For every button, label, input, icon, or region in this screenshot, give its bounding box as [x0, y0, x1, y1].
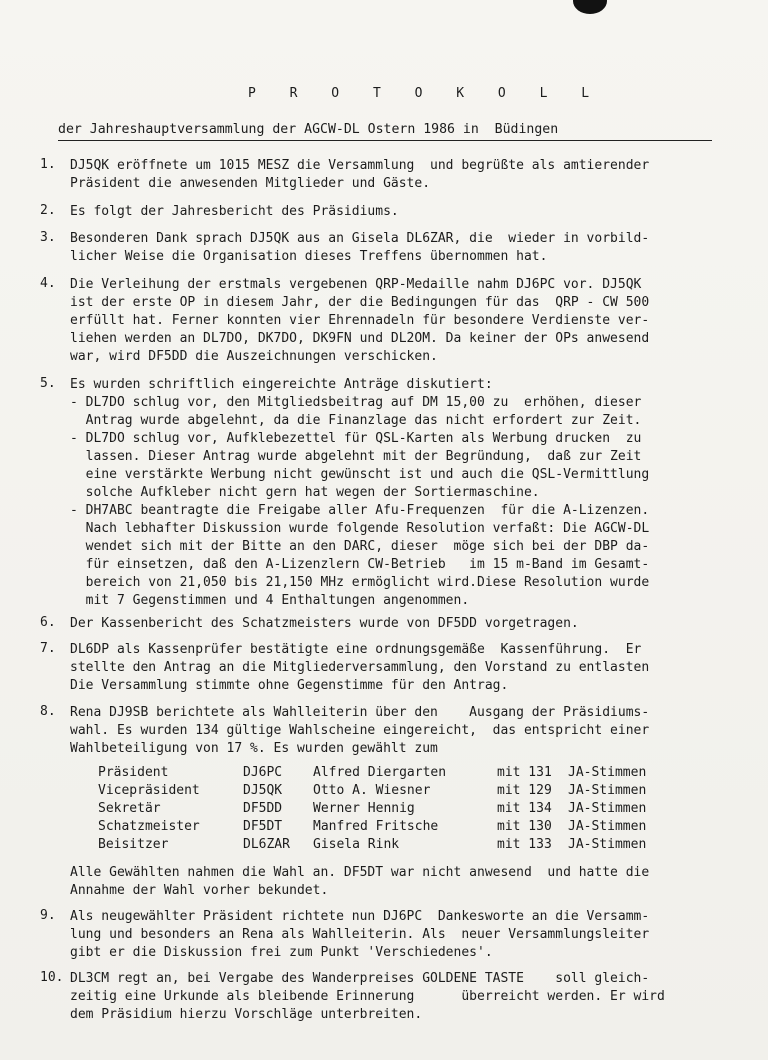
office-cell: Präsident: [98, 765, 169, 780]
table-row: [98, 801, 647, 819]
agenda-item-5: [40, 376, 740, 610]
name-cell: Werner Hennig: [313, 801, 415, 816]
item-line: Annahme der Wahl vorher bekundet.: [70, 883, 329, 898]
item-line: Es folgt der Jahresbericht des Präsidiums.: [70, 204, 399, 219]
callsign-cell: DJ5QK: [243, 783, 283, 798]
item-line: Die Verleihung der erstmals vergebenen QRP-Medaille nahm DJ6PC vor. DJ5QK: [70, 277, 642, 292]
item-line: liehen werden an DL7DO, DK7DO, DK9FN und DL2OM. Da keiner der OPs anwesend: [70, 331, 650, 346]
punch-hole: [573, 0, 607, 14]
item-line: gibt er die Diskussion frei zum Punkt 'Verschiedenes'.: [70, 945, 493, 960]
item-line: DL3CM regt an, bei Vergabe des Wanderpreises GOLDENE TASTE soll gleich-: [70, 971, 650, 986]
vote-type-cell: JA-Stimmen: [568, 765, 647, 780]
item-line: Wahlbeteiligung von 17 %. Es wurden gewählt zum: [70, 741, 438, 756]
callsign-cell: DF5DD: [243, 801, 283, 816]
item-line: - DH7ABC beantragte die Freigabe aller Afu-Frequenzen für die A-Lizenzen.: [70, 503, 650, 518]
item-line: Rena DJ9SB berichtete als Wahlleiterin über den Ausgang der Präsidiums-: [70, 705, 650, 720]
item-line: licher Weise die Organisation dieses Treffens übernommen hat.: [70, 249, 548, 264]
item-number: 9.: [40, 908, 56, 923]
item-line: wahl. Es wurden 134 gültige Wahlscheine eingereicht, das entspricht einer: [70, 723, 650, 738]
table-row: [98, 765, 647, 783]
table-row: [98, 819, 647, 837]
item-line: - DL7DO schlug vor, den Mitgliedsbeitrag auf DM 15,00 zu erhöhen, dieser: [70, 395, 642, 410]
office-cell: Beisitzer: [98, 837, 169, 852]
office-cell: Schatzmeister: [98, 819, 200, 834]
vote-type-cell: JA-Stimmen: [568, 801, 647, 816]
votes-cell: mit 134: [497, 801, 552, 816]
name-cell: Alfred Diergarten: [313, 765, 447, 780]
item-line: bereich von 21,050 bis 21,150 MHz ermöglicht wird.Diese Resolution wurde: [70, 575, 650, 590]
agenda-item-4: [40, 276, 740, 366]
item-line: Es wurden schriftlich eingereichte Anträge diskutiert:: [70, 377, 493, 392]
item-line: DJ5QK eröffnete um 1015 MESZ die Versammlung und begrüßte als amtierender: [70, 158, 650, 173]
item-line: stellte den Antrag an die Mitgliederversammlung, den Vorstand zu entlasten: [70, 660, 650, 675]
item-line: erfüllt hat. Ferner konnten vier Ehrennadeln für besondere Verdienste ver-: [70, 313, 650, 328]
item-line: war, wird DF5DD die Auszeichnungen verschicken.: [70, 349, 438, 364]
item-number: 10.: [40, 970, 64, 985]
votes-cell: mit 130: [497, 819, 552, 834]
vote-type-cell: JA-Stimmen: [568, 819, 647, 834]
item-number: 4.: [40, 276, 56, 291]
agenda-item-6: [40, 615, 740, 633]
item-line: Präsident die anwesenden Mitglieder und Gäste.: [70, 176, 431, 191]
table-row: [98, 837, 647, 855]
agenda-item-3: [40, 230, 740, 266]
callsign-cell: DF5DT: [243, 819, 283, 834]
item-number: 8.: [40, 704, 56, 719]
item-line: Antrag wurde abgelehnt, da die Finanzlage das nicht erfordert zur Zeit.: [70, 413, 642, 428]
agenda-item-7: [40, 641, 740, 695]
item-number: 7.: [40, 641, 56, 656]
votes-cell: mit 131: [497, 765, 552, 780]
item-line: - DL7DO schlug vor, Aufklebezettel für QSL-Karten als Werbung drucken zu: [70, 431, 642, 446]
name-cell: Gisela Rink: [313, 837, 400, 852]
subtitle-underline: [58, 140, 712, 141]
election-results-table: [98, 765, 647, 855]
table-row: [98, 783, 647, 801]
document-title: P R O T O K O L L: [248, 86, 603, 101]
item-line: wendet sich mit der Bitte an den DARC, dieser möge sich bei der DBP da-: [70, 539, 650, 554]
item-line: für einsetzen, daß den A-Lizenzlern CW-Betrieb im 15 m-Band im Gesamt-: [70, 557, 650, 572]
item-number: 1.: [40, 157, 56, 172]
item-line: lung und besonders an Rena als Wahlleiterin. Als neuer Versammlungsleiter: [70, 927, 650, 942]
agenda-item-1: [40, 157, 740, 193]
item-line: solche Aufkleber nicht gern hat wegen der Sortiermaschine.: [70, 485, 540, 500]
item-line: Die Versammlung stimmte ohne Gegenstimme für den Antrag.: [70, 678, 509, 693]
item-line: ist der erste OP in diesem Jahr, der die Bedingungen für das QRP - CW 500: [70, 295, 650, 310]
item-line: mit 7 Gegenstimmen und 4 Enthaltungen angenommen.: [70, 593, 470, 608]
votes-cell: mit 133: [497, 837, 552, 852]
item-number: 5.: [40, 376, 56, 391]
callsign-cell: DL6ZAR: [243, 837, 290, 852]
name-cell: Otto A. Wiesner: [313, 783, 431, 798]
document-subtitle: der Jahreshauptversammlung der AGCW-DL Ostern 1986 in Büdingen: [58, 122, 559, 137]
item-line: Als neugewählter Präsident richtete nun DJ6PC Dankesworte an die Versamm-: [70, 909, 650, 924]
item-line: lassen. Dieser Antrag wurde abgelehnt mit der Begründung, daß zur Zeit: [70, 449, 642, 464]
item-line: dem Präsidium hierzu Vorschläge unterbreiten.: [70, 1007, 423, 1022]
agenda-item-10: [40, 970, 740, 1024]
item-line: Der Kassenbericht des Schatzmeisters wurde von DF5DD vorgetragen.: [70, 616, 579, 631]
item-line: zeitig eine Urkunde als bleibende Erinnerung überreicht werden. Er wird: [70, 989, 665, 1004]
vote-type-cell: JA-Stimmen: [568, 837, 647, 852]
agenda-item-8: [40, 704, 740, 758]
callsign-cell: DJ6PC: [243, 765, 283, 780]
agenda-item-2: [40, 203, 740, 221]
agenda-item-8-continued: [40, 864, 740, 900]
item-number: 2.: [40, 203, 56, 218]
vote-type-cell: JA-Stimmen: [568, 783, 647, 798]
item-line: eine verstärkte Werbung nicht gewünscht ist und auch die QSL-Vermittlung: [70, 467, 650, 482]
agenda-item-9: [40, 908, 740, 962]
item-number: 3.: [40, 230, 56, 245]
item-line: Besonderen Dank sprach DJ5QK aus an Gisela DL6ZAR, die wieder in vorbild-: [70, 231, 650, 246]
votes-cell: mit 129: [497, 783, 552, 798]
office-cell: Sekretär: [98, 801, 161, 816]
item-number: 6.: [40, 615, 56, 630]
item-line: DL6DP als Kassenprüfer bestätigte eine ordnungsgemäße Kassenführung. Er: [70, 642, 642, 657]
item-line: Nach lebhafter Diskussion wurde folgende Resolution verfaßt: Die AGCW-DL: [70, 521, 650, 536]
item-line: Alle Gewählten nahmen die Wahl an. DF5DT war nicht anwesend und hatte die: [70, 865, 650, 880]
office-cell: Vicepräsident: [98, 783, 200, 798]
name-cell: Manfred Fritsche: [313, 819, 439, 834]
